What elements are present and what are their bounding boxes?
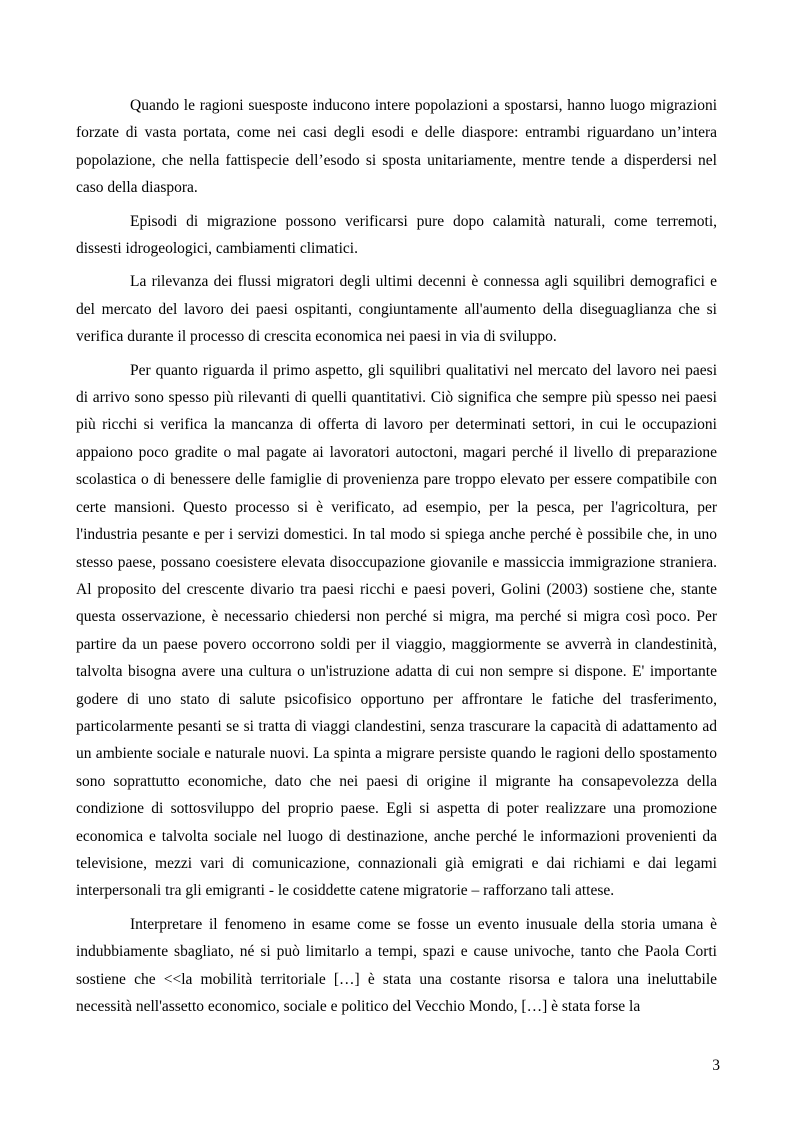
paragraph-forced-migrations: Quando le ragioni suesposte inducono intere popolazioni a spostarsi, hanno luogo migrazioni forzate di vasta portata, come nei casi degli esodi e delle diaspore: entrambi riguardano un’intera popolazione, che nella fattispecie dell’esodo si sposta unitariamente, mentre tende a disperdersi nel caso della diaspora. xyxy=(76,97,717,197)
paragraph-migration-flows: La rilevanza dei flussi migratori degli ultimi decenni è connessa agli squilibri demografici e del mercato del lavoro dei paesi ospitanti, congiuntamente all'aumento della diseguaglianza che si verifica durante il processo di crescita economica nei paesi in via di sviluppo. xyxy=(76,273,717,346)
page-number: 3 xyxy=(712,1057,720,1074)
paragraph-natural-disasters: Episodi di migrazione possono verificarsi pure dopo calamità naturali, come terremoti, dissesti idrogeologici, cambiamenti climatici. xyxy=(76,212,717,258)
paragraph-labour-market: Per quanto riguarda il primo aspetto, gli squilibri qualitativi nel mercato del lavoro nei paesi di arrivo sono spesso più rilevanti di quelli quantitativi. Ciò significa che sempre più spesso nei paesi più ricchi si verifica la mancanza di offerta di lavoro per determinati settori, in cui le occupazioni appaiono poco gradite o mal pagate ai lavoratori autoctoni, magari perché il livello di preparazione scolastica o di benessere delle famiglie di provenienza pare troppo elevato per essere compatibile con certe mansioni. Questo processo si è verificato, ad esempio, per la pesca, per l'agricoltura, per l'industria pesante e per i servizi domestici. In tal modo si spiega anche perché è possibile che, in uno stesso paese, possano coesistere elevata disoccupazione giovanile e massiccia immigrazione straniera. Al proposito del crescente divario tra paesi ricchi e paesi poveri, Golini (2003) sostiene che, stante questa osservazione, è necessario chiedersi non perché si migra, ma perché si migra così poco. Per partire da un paese povero occorrono soldi per il viaggio, maggiormente se avverrà in clandestinità, talvolta bisogna avere una cultura o un'istruzione adatta di cui non sempre si dispone. E' importante godere di uno stato di salute psicofisico opportuno per affrontare le fatiche del trasferimento, particolarmente pesanti se si tratta di viaggi clandestini, senza trascurare la capacità di adattamento ad un ambiente sociale e naturale nuovi. La spinta a migrare persiste quando le ragioni dello spostamento sono soprattutto economiche, dato che nei paesi di origine il migrante ha consapevolezza della condizione di sottosviluppo del proprio paese. Egli si aspetta di poter realizzare una promozione economica e talvolta sociale nel luogo di destinazione, anche perché le informazioni provenienti da televisione, mezzi vari di comunicazione, connazionali già emigrati e dai richiami e dai legami interpersonali tra gli emigranti - le cosiddette catene migratorie – rafforzano tali attese. xyxy=(76,361,717,900)
body-text xyxy=(76,92,717,1026)
paragraph-historical-perspective: Interpretare il fenomeno in esame come se fosse un evento inusuale della storia umana è indubbiamente sbagliato, né si può limitarlo a tempi, spazi e cause univoche, tanto che Paola Corti sostiene che <<la mobilità territoriale […] è stata una costante risorsa e talora una ineluttabile necessità nell'assetto economico, sociale e politico del Vecchio Mondo, […] è stata forse la xyxy=(76,915,717,1015)
